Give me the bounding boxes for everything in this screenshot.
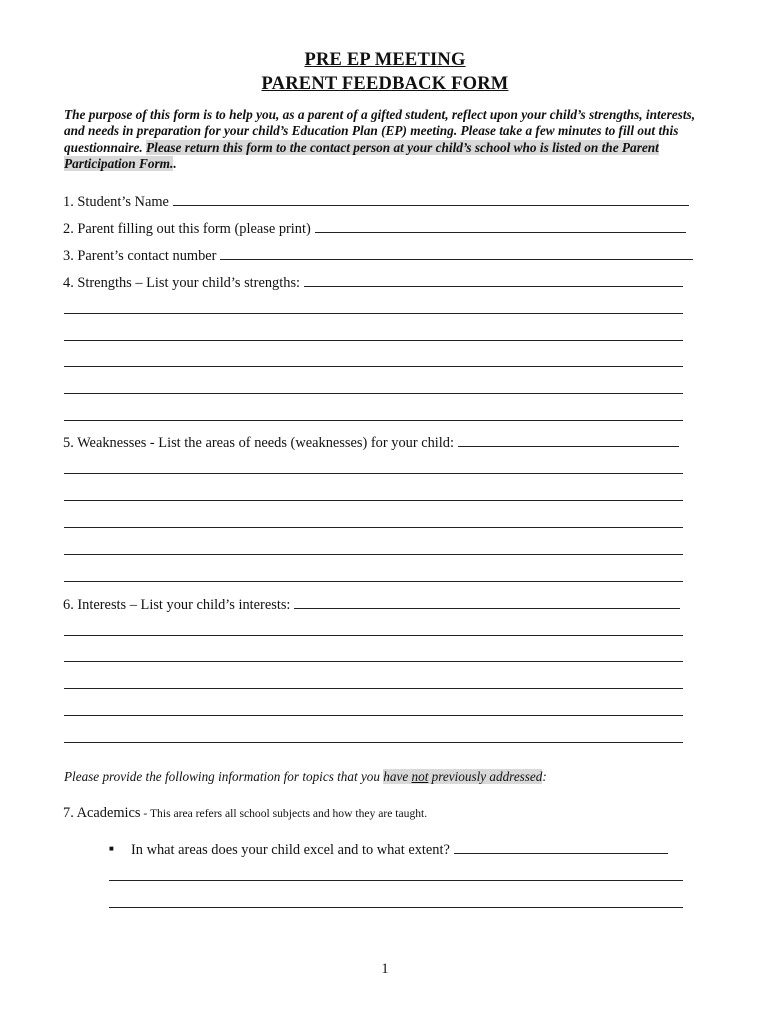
weaknesses-label: 5. Weaknesses - List the areas of needs (weaknesses) for your child: [63,435,454,451]
parent-name-line[interactable] [315,219,686,233]
interests-answer-line[interactable] [64,742,683,743]
weaknesses-answer-line[interactable] [64,500,683,501]
strengths-answer-line[interactable] [64,366,683,367]
parent-name-field[interactable] [63,219,686,238]
page-number: 1 [381,961,389,977]
contact-number-field[interactable] [63,246,693,265]
note-highlight [383,769,542,784]
contact-number-line[interactable] [220,246,693,260]
strengths-answer-line[interactable] [64,420,683,421]
weaknesses-answer-line[interactable] [64,554,683,555]
academics-heading [63,804,427,822]
note-previously: previously addressed [428,769,543,784]
academics-question-text: In what areas does your child excel and to what extent? [131,842,450,858]
interests-answer-line[interactable] [64,688,683,689]
weaknesses-answer-line[interactable] [64,473,683,474]
academics-question-line[interactable] [454,840,668,854]
weaknesses-line[interactable] [458,433,679,447]
contact-number-label: 3. Parent’s contact number [63,248,217,264]
interests-answer-line[interactable] [64,715,683,716]
student-name-line[interactable] [173,192,689,206]
weaknesses-answer-line[interactable] [64,527,683,528]
interests-line[interactable] [294,595,680,609]
parent-name-label: 2. Parent filling out this form (please print) [63,221,311,237]
weaknesses-answer-line[interactable] [64,581,683,582]
strengths-answer-line[interactable] [64,313,683,314]
academics-label: 7. Academics [63,805,141,821]
strengths-answer-line[interactable] [64,393,683,394]
topics-note [64,769,547,785]
intro-paragraph [64,107,714,172]
student-name-field[interactable] [63,192,689,211]
interests-field[interactable] [63,595,680,614]
strengths-field[interactable] [63,273,683,292]
strengths-label: 4. Strengths – List your child’s strengths: [63,275,301,291]
student-name-label: 1. Student’s Name [63,194,169,210]
academics-description: - This area refers all school subjects and how they are taught. [140,807,428,820]
academics-answer-line[interactable] [109,907,683,908]
interests-label: 6. Interests – List your child’s interests: [63,597,291,613]
weaknesses-field[interactable] [63,433,679,452]
title-line-2: PARENT FEEDBACK FORM [261,74,509,94]
title-line-1: PRE EP MEETING [304,50,466,70]
note-colon: : [542,769,547,784]
note-text: Please provide the following information for topics that you [64,769,384,784]
square-bullet-icon: ■ [109,844,114,853]
interests-answer-line[interactable] [64,661,683,662]
interests-answer-line[interactable] [64,635,683,636]
strengths-answer-line[interactable] [64,340,683,341]
academics-answer-line[interactable] [109,880,683,881]
intro-highlighted-text: Please return this form to the contact person at your child’s school who is listed on the Parent Participation Form. [64,139,659,171]
intro-trailing: . [173,155,177,171]
strengths-line[interactable] [304,273,683,287]
note-have: have [383,769,409,784]
note-not: not [411,769,429,784]
academics-question[interactable] [109,840,668,859]
intro-text: The purpose of this form is to help you, as a parent of a gifted student, reflect upon your child’s strengths, interests, and needs in preparation for your child’s Education Plan (EP) meeting. Please take a few minutes to fill out this questionnaire. [64,107,696,155]
